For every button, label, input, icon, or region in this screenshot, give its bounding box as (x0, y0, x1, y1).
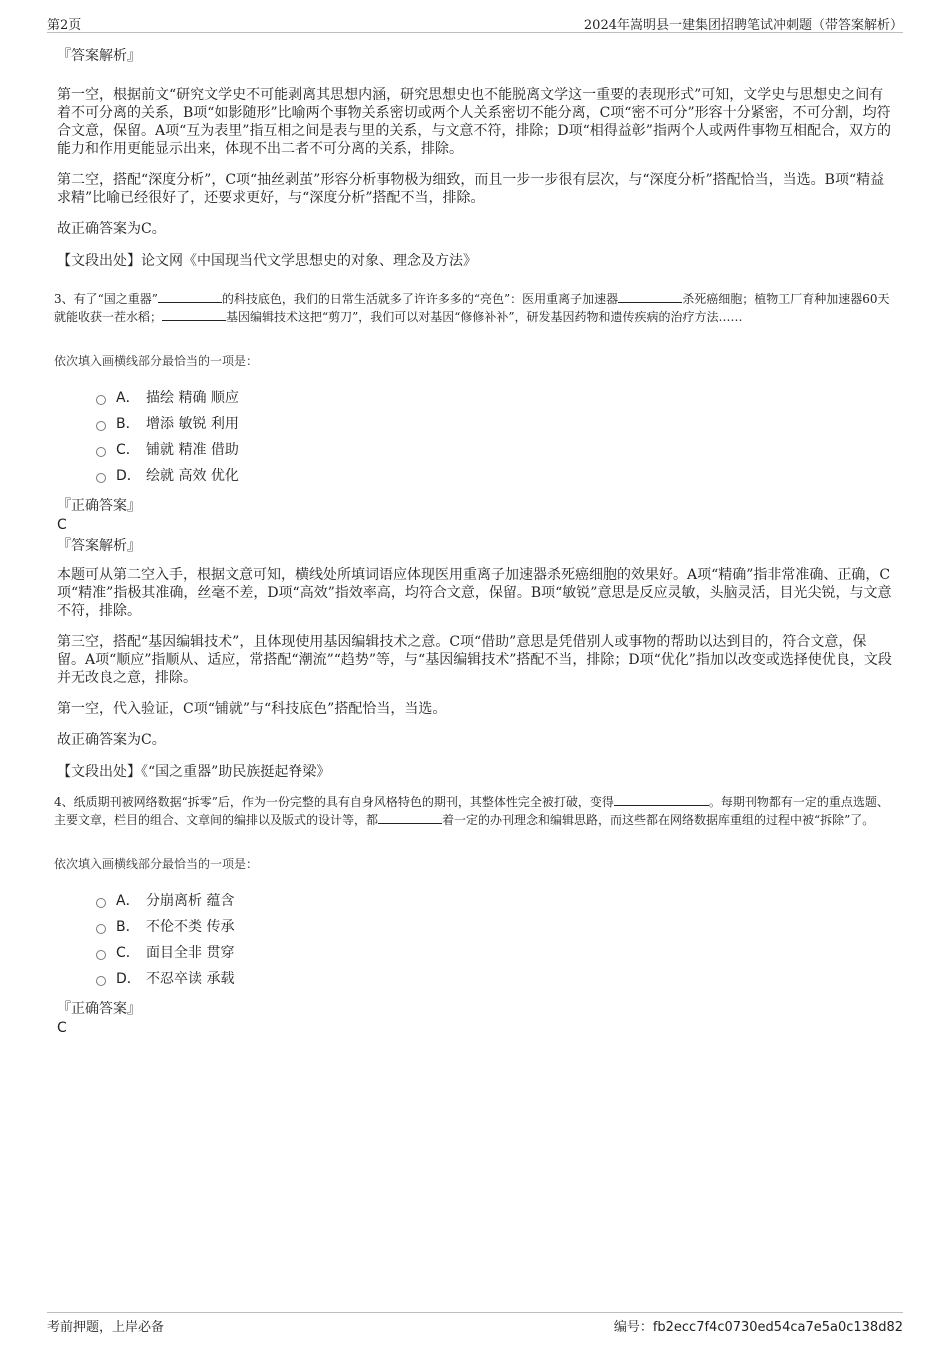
question-3-stem: 3、有了“国之重器” 的科技底色，我们的日常生活就多了许许多多的“亮色”：医用重离子加速器 杀死癌细胞；植物工厂育种加速器60天就能收获一茬水稻； 基因编辑技术这把“剪刀”，我们可以对基因“修修补补”，研发基因药物和遗传疾病的治疗方法…… (54, 292, 890, 324)
fill-blank (162, 309, 226, 321)
document-title: 2024年嵩明县一建集团招聘笔试冲刺题（带答案解析） (583, 18, 903, 33)
analysis-heading: 『答案解析』 (57, 538, 141, 554)
radio-icon[interactable] (96, 950, 106, 960)
document-code: 编号：fb2ecc7f4c0730ed54ca7e5a0c138d82 (613, 1320, 903, 1335)
source-citation: 【文段出处】论文网《中国现当代文学思想史的对象、理念及方法》 (57, 253, 477, 269)
correct-answer-heading: 『正确答案』 (57, 498, 141, 514)
option-list (96, 887, 893, 991)
option-c[interactable]: C． 铺就 精准 借助 (96, 436, 893, 462)
radio-icon[interactable] (96, 395, 106, 405)
option-d[interactable]: D． 绘就 高效 优化 (96, 462, 893, 488)
radio-icon[interactable] (96, 421, 106, 431)
fill-blank (614, 794, 709, 806)
fill-blank (378, 812, 442, 824)
page-footer (47, 1312, 903, 1333)
correct-answer-heading: 『正确答案』 (57, 1001, 141, 1017)
radio-icon[interactable] (96, 976, 106, 986)
analysis-paragraph: 第一空，根据前文“研究文学史不可能剥离其思想内涵，研究思想史也不能脱离文学这一重要的表现形式”可知，文学史与思想史之间有着不可分离的关系，B项“如影随形”比喻两个事物关系密切或两个人关系密切不能分离，C项“密不可分”形容十分紧密，不可分割，均符合文意，保留。A项“互为表里”指互相之间是表与里的关系，与文意不符，排除；D项“相得益彰”指两个人或两件事物互相配合，双方的能力和作用更能显示出来，体现不出二者不可分离的关系，排除。 (57, 87, 891, 157)
radio-icon[interactable] (96, 898, 106, 908)
option-a[interactable]: A． 分崩离析 蕴含 (96, 887, 893, 913)
correct-answer-value: C (57, 517, 67, 533)
analysis-paragraph: 本题可从第二空入手，根据文意可知，横线处所填词语应体现医用重离子加速器杀死癌细胞的效果好。A项“精确”指非常准确、正确，C项“精准”指极其准确，丝毫不差，D项“高效”指效率高，均符合文意，保留。B项“敏锐”意思是反应灵敏，头脑灵活，目光尖锐，与文意不符，排除。 (57, 567, 892, 619)
option-c[interactable]: C． 面目全非 贯穿 (96, 939, 893, 965)
source-citation: 【文段出处】《“国之重器”助民族挺起脊梁》 (57, 764, 331, 780)
question-instruction: 依次填入画横线部分最恰当的一项是： (54, 857, 259, 871)
option-a[interactable]: A． 描绘 精确 顺应 (96, 384, 893, 410)
question-instruction: 依次填入画横线部分最恰当的一项是： (54, 354, 259, 368)
option-d[interactable]: D． 不忍卒读 承载 (96, 965, 893, 991)
page-number: 第2页 (47, 18, 82, 33)
page-header (47, 10, 903, 33)
analysis-conclusion: 故正确答案为C。 (57, 732, 166, 748)
analysis-paragraph: 第三空，搭配“基因编辑技术”，且体现使用基因编辑技术之意。C项“借助”意思是凭借别人或事物的帮助以达到目的，符合文意，保留。A项“顺应”指顺从、适应，常搭配“潮流”“趋势”等，与“基因编辑技术”搭配不当，排除；D项“优化”指加以改变或选择使优良，文段并无改良之意，排除。 (57, 634, 892, 686)
footer-slogan: 考前押题，上岸必备 (47, 1320, 165, 1335)
radio-icon[interactable] (96, 924, 106, 934)
analysis-conclusion: 故正确答案为C。 (57, 221, 166, 237)
analysis-paragraph: 第二空，搭配“深度分析”，C项“抽丝剥茧”形容分析事物极为细致，而且一步一步很有层次，与“深度分析”搭配恰当，当选。B项“精益求精”比喻已经很好了，还要求更好，与“深度分析”搭配不当，排除。 (57, 172, 885, 206)
option-b[interactable]: B． 增添 敏锐 利用 (96, 410, 893, 436)
page-content (54, 36, 893, 1037)
analysis-paragraph: 第一空，代入验证，C项“铺就”与“科技底色”搭配恰当，当选。 (57, 701, 447, 717)
option-b[interactable]: B． 不伦不类 传承 (96, 913, 893, 939)
radio-icon[interactable] (96, 447, 106, 457)
radio-icon[interactable] (96, 473, 106, 483)
analysis-heading: 『答案解析』 (57, 48, 141, 64)
fill-blank (618, 291, 682, 303)
question-4-stem: 4、纸质期刊被网络数据“拆零”后，作为一份完整的具有自身风格特色的期刊，其整体性完全被打破，变得 。每期刊物都有一定的重点选题、主要文章，栏目的组合、文章间的编排以及版式的设计等，都 着一定的办刊理念和编辑思路，而这些都在网络数据库重组的过程中被“拆除”了。 (54, 795, 889, 827)
correct-answer-value: C (57, 1020, 67, 1036)
option-list (96, 384, 893, 488)
fill-blank (158, 291, 222, 303)
